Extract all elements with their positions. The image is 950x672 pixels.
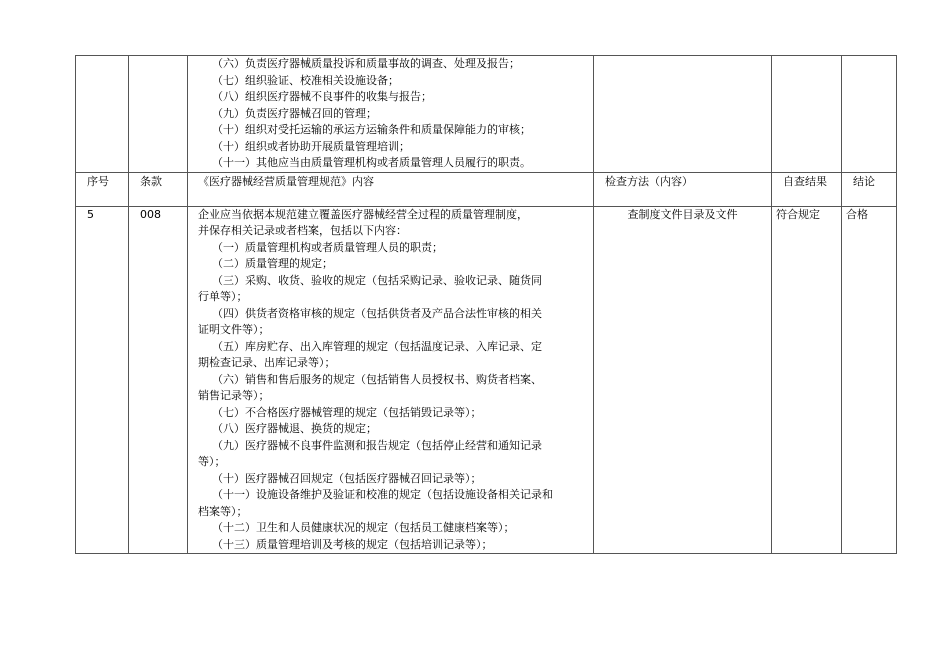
text-line: （五）库房贮存、出入库管理的规定（包括温度记录、入库记录、定 (212, 339, 542, 353)
text-line: 档案等）； (198, 504, 248, 518)
header-seq: 序号 (76, 172, 129, 206)
continuation-row (76, 56, 897, 173)
text-line: （二）质量管理的规定； (212, 257, 333, 270)
row-content (188, 206, 594, 554)
text-line: （四）供货者资格审核的规定（包括供货者及产品合法性审核的相关 (212, 306, 542, 320)
text-line: 等）； (198, 455, 226, 468)
text-line: 期检查记录、出库记录等）； (198, 356, 336, 369)
row-conclusion: 合格 (842, 206, 897, 554)
text-line: （六）销售和售后服务的规定（包括销售人员授权书、购货者档案、 (212, 372, 542, 386)
header-row (76, 172, 897, 206)
text-line: （八）组织医疗器械不良事件的收集与报告； (212, 90, 432, 103)
row-result: 符合规定 (772, 206, 842, 554)
text-line: （七）组织验证、校准相关设施设备； (212, 73, 399, 87)
inspection-table (75, 55, 897, 554)
text-line: （九）医疗器械不良事件监测和报告规定（包括停止经营和通知记录 (212, 438, 542, 452)
text-line: （十三）质量管理培训及考核的规定（包括培训记录等）； (212, 537, 493, 551)
text-line: （十一）设施设备维护及验证和校准的规定（包括设施设备相关记录和 (212, 488, 553, 501)
cont-result-cell (772, 56, 842, 173)
header-result: 自查结果 (772, 172, 842, 206)
header-clause: 条款 (129, 172, 188, 206)
text-line: （十一）其他应当由质量管理机构或者质量管理人员履行的职责。 (212, 156, 531, 169)
text-line: （十）医疗器械召回规定（包括医疗器械召回记录等）； (212, 471, 482, 485)
text-line: （九）负责医疗器械召回的管理； (212, 106, 377, 120)
cont-method-cell (594, 56, 772, 173)
cont-seq-cell (76, 56, 129, 173)
header-conclusion: 结论 (842, 172, 897, 206)
text-line: （一）质量管理机构或者质量管理人员的职责； (212, 240, 443, 254)
table-row (76, 206, 897, 554)
text-line: 并保存相关记录或者档案，包括以下内容： (198, 224, 407, 237)
text-line: （三）采购、收货、验收的规定（包括采购记录、验收记录、随货同 (212, 273, 542, 287)
cont-lines (198, 56, 593, 172)
text-line: 证明文件等）； (198, 323, 270, 336)
text-line: 企业应当依据本规范建立覆盖医疗器械经营全过程的质量管理制度， (198, 207, 528, 221)
text-line: （十）组织对受托运输的承运方运输条件和质量保障能力的审核； (212, 123, 531, 136)
cont-clause-cell (129, 56, 188, 173)
text-line: 行单等）； (198, 290, 248, 303)
header-method: 检查方法（内容） (594, 172, 772, 206)
row-seq: 5 (76, 206, 129, 554)
text-line: （八）医疗器械退、换货的规定； (212, 422, 377, 435)
text-line: （十）组织或者协助开展质量管理培训； (212, 139, 410, 153)
text-line: （七）不合格医疗器械管理的规定（包括销毁记录等）； (212, 405, 482, 419)
text-line: （六）负责医疗器械质量投诉和质量事故的调查、处理及报告； (212, 57, 520, 70)
text-line: 销售记录等）； (198, 389, 270, 402)
header-content: 《医疗器械经营质量管理规范》内容 (188, 172, 594, 206)
row-content-lines (198, 207, 593, 554)
row-method: 查制度文件目录及文件 (594, 206, 772, 554)
cont-conclusion-cell (842, 56, 897, 173)
text-line: （十二）卫生和人员健康状况的规定（包括员工健康档案等）； (212, 521, 515, 534)
cont-content-cell (188, 56, 594, 173)
row-clause: 008 (129, 206, 188, 554)
